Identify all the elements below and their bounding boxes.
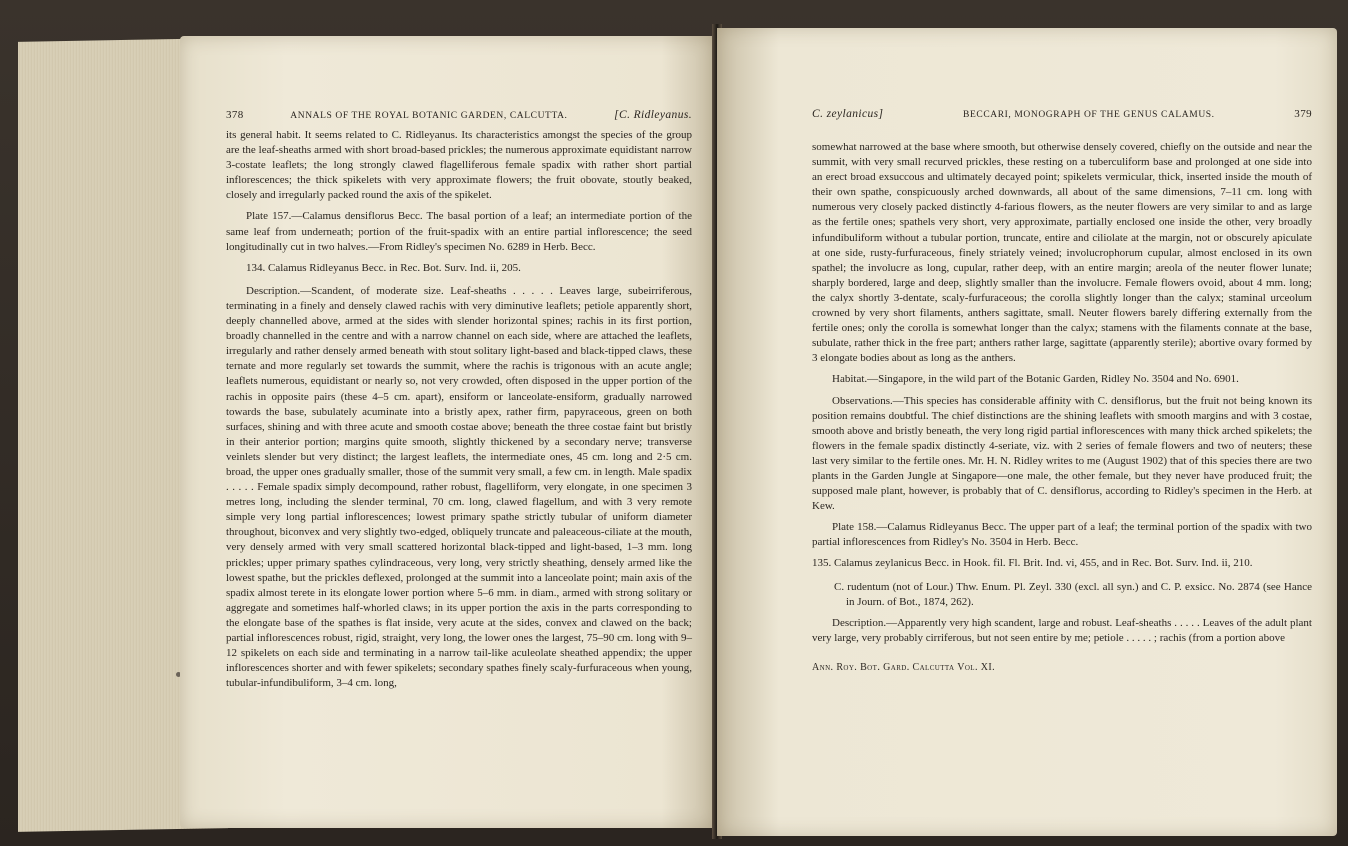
- right-synonym: C. rudentum (not of Lour.) Thw. Enum. Pl. Zeyl. 330 (excl. all syn.) and C. P. exsicc. No. 2874 (see Hance in Journ. of Bot., 1874, 262).: [834, 580, 1312, 608]
- right-plate-158: Plate 158.—Calamus Ridleyanus Becc. The upper part of a leaf; the terminal portion of the spadix with two partial inflorescences from Ridley's No. 3504 in Herb. Becc.: [812, 521, 1312, 549]
- right-page: [717, 28, 1337, 836]
- right-species-heading: 135. Calamus zeylanicus Becc. in Hook. fil. Fl. Brit. Ind. vi, 455, and in Rec. Bot. Surv. Ind. ii, 210.: [812, 557, 1253, 570]
- left-running-species: [C. Ridleyanus.: [614, 109, 692, 121]
- left-text-block: [226, 128, 692, 697]
- left-running-title: ANNALS OF THE ROYAL BOTANIC GARDEN, CALCUTTA.: [290, 111, 568, 121]
- right-running-title: BECCARI, MONOGRAPH OF THE GENUS CALAMUS.: [963, 110, 1215, 120]
- left-species-heading: 134. Calamus Ridleyanus Becc. in Rec. Bot. Surv. Ind. ii, 205.: [246, 261, 521, 274]
- right-text-block: [812, 140, 1312, 681]
- left-plate-157: Plate 157.—Calamus densiflorus Becc. The basal portion of a leaf; an intermediate portion of the same leaf from underneath; portion of the fruit-spadix with an entire partial inflorescence; the seed longitudinally cut in two halves.—From Ridley's specimen No. 6289 in Herb. Becc.: [226, 210, 692, 253]
- right-page-number: 379: [1294, 108, 1312, 120]
- left-description: Description.—Scandent, of moderate size. Leaf-sheaths . . . . . Leaves large, subeirriferous, terminating in a finely and densely clawed rachis with very diminutive leaflets; petiole apparently short, deeply channelled above, armed at the sides with slender horizontal spines; rachis in its first portion, broadly channelled in the centre and with a narrow channel on each side, where are attached the leaflets, irregularly and rather densely armed beneath with stout solitary light-based and black-tipped claws, these ternate and more regularly set towards the summit, where the rachis is trigonous with an acute angle; leaflets numerous, equidistant or nearly so, not very crowded, often disposed in the upper portion of the rachis in opposite pairs (these 4–5 cm. apart), ensiform or lanceolate-ensiform, gradually narrowed towards the base, subulately acuminate into a bristly apex, rather firm, papyraceous, green on both surfaces, shining and with three acute and smooth costae above; beneath the three costae faint but bristly in their anterior portion; margins quite smooth, slightly thickened by a secondary nerve; transverse veinlets slender but very distinct; the largest leaflets, the intermediate ones, 45 cm. long and 2·5 cm. broad, the upper ones gradually smaller, those of the summit very small, a few cm. in length. Male spadix . . . . . Female spadix simply decompound, rather robust, flagelliform, very elongate, in one specimen 3 metres long, including the slender terminal, 70 cm. long, clawed flagellum, and with 3 very remote simple very long partial inflorescences; lowest primary spathe strictly tubular of uniform diameter throughout, biconvex and very slightly two-edged, obliquely truncate and paleaceous-ciliate at the mouth, very densely armed with very small scattered horizontal black-tipped and light-based, 1–3 mm. long prickles; upper primary spathes cylindraceous, very long, very strictly sheathing, densely armed like the lowest spathe, but the prickles deflexed, prolonged at the summit into a lanceolate point; main axis of the spadix almost terete in its elongate lower portion where 5–6 mm. in diam., armed with strong solitary or aggregate and sometimes half-whorled claws; in its upper portion the axis in the parts corresponding to the elongate base of the spathes is flat inside, very acute at the sides, convex and clawed on the back; partial inflorescences robust, rigid, straight, very long, the lower ones the largest, 75–90 cm. long with 9–12 spikelets on each side and terminating in a narrow tail-like aculeolate sheathed appendix; the upper inflorescences shorter and with fewer spikelets; secondary spathes finely scaly-furfuraceous when young, tubular-infundibuliform, 3–4 cm. long,: [226, 284, 692, 690]
- left-page: [180, 36, 715, 828]
- left-page-number: 378: [226, 109, 244, 121]
- left-running-head: [226, 109, 692, 121]
- right-description: Description.—Apparently very high scandent, large and robust. Leaf-sheaths . . . . . Leaves of the adult plant very large, very probably cirriferous, but not seen entire by me; petiole . . . . . ; rachis (from a portion above: [812, 616, 1312, 644]
- right-running-species: C. zeylanicus]: [812, 108, 884, 120]
- right-running-head: [812, 108, 1312, 120]
- right-paragraph-1: somewhat narrowed at the base where smooth, but otherwise densely covered, chiefly on the outside and near the summit, with very small recurved prickles, these resting on a tuberculiform base and prolonged at one side into an erect broad exsuccous and ultimately decayed point; spikelets vermicular, thick, inserted inside the mouth of their own spathe, conspicuously arched downwards, all about of the same dimensions, 7–11 cm. long with numerous very closely packed distinctly 4-farious flowers, as the neuter flowers are very similar to and as large as the fertile ones; spathels very short, very approximate, partially enclosed one inside the other, very broadly infundibuliform without a tubular portion, truncate, entire and ciliolate at the margin, not or obscurely apiculate at one side, rusty-furfuraceous, finely striately veined; involucrophorum cupular, almost enclosed in its own spathel; the involucre as long, cupular, rather deep, with an entire margin; areola of the neuter flower lunate; sharply bordered, large and deep, slightly smaller than the involucre. Female flowers ovoid, about 4 mm. long; the calyx shortly 3-dentate, scaly-furfuraceous; the corolla slightly longer than the calyx; staminal urceolum crowned by very short filaments, anthers sagittate, small. Neuter flowers barely differing externally from the fertile ones; only the corolla is somewhat longer than the calyx; stamens with the filaments connate at the base, subulate, rather thick in the free part; anthers rather large, sagittate (apparently sterile); abortive ovary formed by 3 elongate bodies about as long as the anthers.: [812, 141, 1312, 365]
- right-habitat: Habitat.—Singapore, in the wild part of the Botanic Garden, Ridley No. 3504 and No. 6901.: [832, 373, 1239, 386]
- right-observations: Observations.—This species has considerable affinity with C. densiflorus, but the fruit not being known its position remains doubtful. The chief distinctions are the shining leaflets with smooth margins and with 3 costae, smooth above and bristly beneath, the very long rigid partial inflorescences with many thick arched spikelets; the flowers in the female spadix distinctly 4-seriate, viz. with 2 series of female flowers and two of neuters; these last very similar to the fertile ones. Mr. H. N. Ridley writes to me (August 1902) that of this species there are two plants in the Garden Jungle at Singapore—one male, the other female, but they never have produced fruit; the supposed male plant, however, is probably that of C. densiflorus, according to Ridley's specimen in the Herb. at Kew.: [812, 394, 1312, 513]
- right-footer: Ann. Roy. Bot. Gard. Calcutta Vol. XI.: [812, 661, 996, 673]
- left-paragraph-1: its general habit. It seems related to C. Ridleyanus. Its characteristics amongst the species of the group are the leaf-sheaths armed with short broad-based prickles; the numerous approximate equidistant narrow 3-costate leaflets; the long strongly clawed flagelliferous female spadix with rather short partial inflorescences; the thick spikelets with very approximate flowers; the fruit obovate, stoutly beaked, closely and irregularly packed round the axis of the spikelet.: [226, 129, 692, 202]
